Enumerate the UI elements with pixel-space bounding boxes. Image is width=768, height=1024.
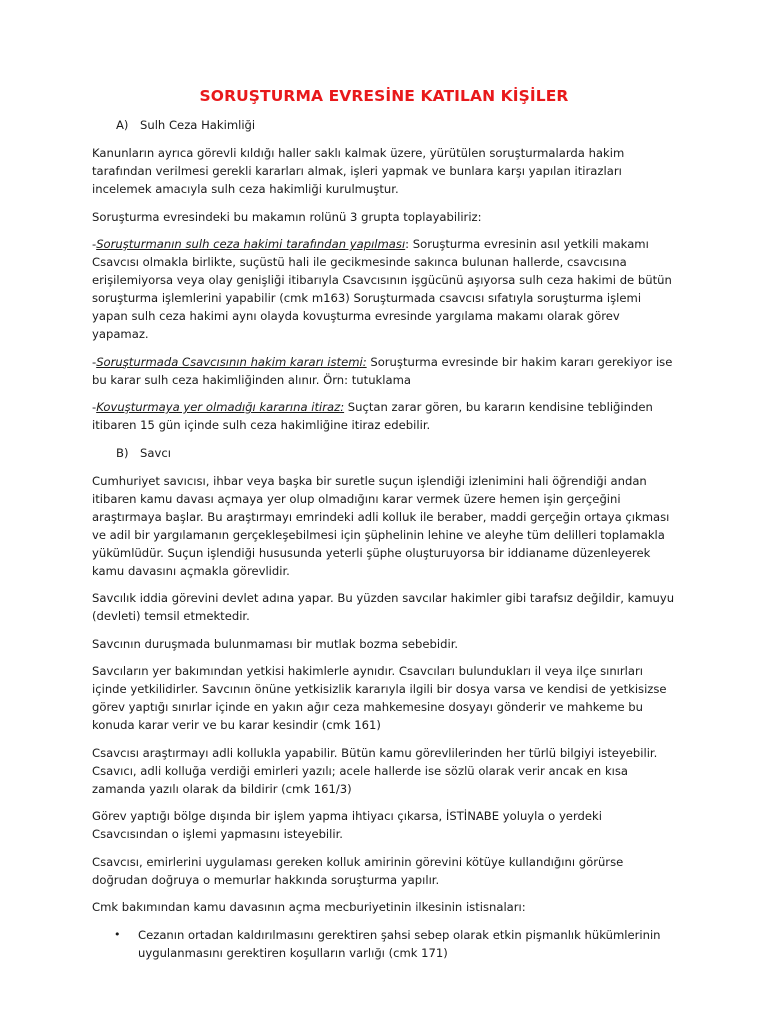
item-text: : Soruşturma evresinin asıl yetkili makamı Csavcısı olmakla birlikte, suçüstü hali ile gecikmesinde sakınca bulunan hallerde, csavcısına erişilemiyorsa veya olay genişliği itibarıyla Csavcısının işgücünü aşıyorsa sulh ceza hakimi de bütün soruşturma işlemlerini yapabilir (cmk m163) Soruşturmada csavcısı sıfatıyla soruşturma işlemi yapan sulh ceza hakimi aynı olayda kovuşturma evresinde yargılama makamı olarak görev yapamaz. <box>92 237 672 341</box>
list-item-text: Cezanın ortadan kaldırılmasını gerektiren şahsi sebep olarak etkin pişmanlık hükümlerinin uygulanmasını gerektiren koşulların varlığı (cmk 171) <box>138 927 661 960</box>
role-item-1 <box>92 235 676 343</box>
item-text: Suçtan zarar gören, bu kararın kendisine tebliğinden itibaren 15 gün içinde sulh ceza hakimliğine itiraz edebilir. <box>92 400 653 432</box>
paragraph-b1: Cumhuriyet savıcısı, ihbar veya başka bir suretle suçun işlendiği izlenimini hali öğrendiği andan itibaren kamu davası açmaya yer olup olmadığını karar vermek üzere hemen işin gerçeğini araştırmaya başlar. Bu araştırmayı emrindeki adli kolluk ile beraber, maddi gerçeğin ortaya çıkması ve adil bir yargılamanın gerçekleşebilmesi için şüphelinin lehine ve aleyhe tüm delilleri toplamakla yükümlüdür. Suçun işlendiği hususunda yeterli şüphe oluşturuyorsa bir iddianame düzenleyerek kamu davasını açmakla görevlidir. <box>92 473 670 578</box>
paragraph-b7: Csavcısı, emirlerini uygulaması gereken kolluk amirinin görevini kötüye kullandığını görürse doğrudan doğruya o memurlar hakkında soruşturma yapılır. <box>92 854 624 887</box>
paragraph-b3: Savcının duruşmada bulunmaması bir mutlak bozma sebebidir. <box>92 636 459 651</box>
bullet-icon: • <box>114 927 121 941</box>
role-item-3 <box>92 398 676 434</box>
section-letter: A) <box>116 118 129 132</box>
item-term: Soruşturmanın sulh ceza hakimi tarafından yapılması <box>96 237 406 251</box>
paragraph-b2: Savcılık iddia görevini devlet adına yapar. Bu yüzden savcılar hakimler gibi tarafsız değildir, kamuyu (devleti) temsil etmektedir. <box>92 591 675 623</box>
page-title: SORUŞTURMA EVRESİNE KATILAN KİŞİLER <box>199 87 569 105</box>
item-term: Kovuşturmaya yer olmadığı kararına itiraz: <box>96 400 345 414</box>
item-text: Soruşturma evresinde bir hakim kararı gerekiyor ise bu karar sulh ceza hakimliğinden alınır. Örn: tutuklama <box>92 354 673 387</box>
item-dash: - <box>92 354 97 369</box>
paragraph-b8: Cmk bakımından kamu davasının açma mecburiyetinin ilkesinin istisnaları: <box>92 900 526 914</box>
paragraph-b6: Görev yaptığı bölge dışında bir işlem yapma ihtiyacı çıkarsa, İSTİNABE yoluyla o yerdeki Csavcısından o işlemi yapmasını isteyebilir. <box>92 809 602 841</box>
item-term: Soruşturmada Csavcısının hakim kararı istemi: <box>96 354 367 369</box>
section-heading-a <box>92 116 676 134</box>
section-label: Savcı <box>140 445 171 460</box>
item-dash: - <box>92 237 97 251</box>
paragraph-intro: Kanunların ayrıca görevli kıldığı haller saklı kalmak üzere, yürütülen soruşturmalarda hakim tarafından verilmesi gerekli kararları almak, işleri yapmak ve bunlara karşı yapılan itirazları incelemek amacıyla sulh ceza hakimliği kurulmuştur. <box>92 146 625 196</box>
paragraph-groups: Soruşturma evresindeki bu makamın rolünü 3 grupta toplayabiliriz: <box>92 209 482 224</box>
list-item <box>114 926 676 962</box>
exceptions-list <box>92 926 676 962</box>
section-letter: B) <box>116 445 129 460</box>
paragraph-b5: Csavcısı araştırmayı adli kollukla yapabilir. Bütün kamu görevlilerinden her türlü bilgiyi isteyebilir. Csavıcı, adli kolluğa verdiği emirleri yazılı; acele hallerde ise sözlü olarak verir ancak en kısa zamanda yazılı olarak da bildirir (cmk 161/3) <box>92 745 658 796</box>
item-dash: - <box>92 400 97 414</box>
paragraph-b4: Savcıların yer bakımından yetkisi hakimlerle aynıdır. Csavcıları bulundukları il veya ilçe sınırları içinde yetkilidirler. Savcının önüne yetkisizlik kararıyla ilgili bir dosya varsa ve kendisi de yetkisizse görev yaptığı sınırlar içinde en yakın ağır ceza mahkemesine dosyayı gönderir ve mahkeme bu konuda karar verir ve bu karar kesindir (cmk 161) <box>92 664 667 732</box>
section-heading-b <box>92 444 676 462</box>
section-label: Sulh Ceza Hakimliği <box>140 118 256 132</box>
role-item-2 <box>92 353 676 389</box>
